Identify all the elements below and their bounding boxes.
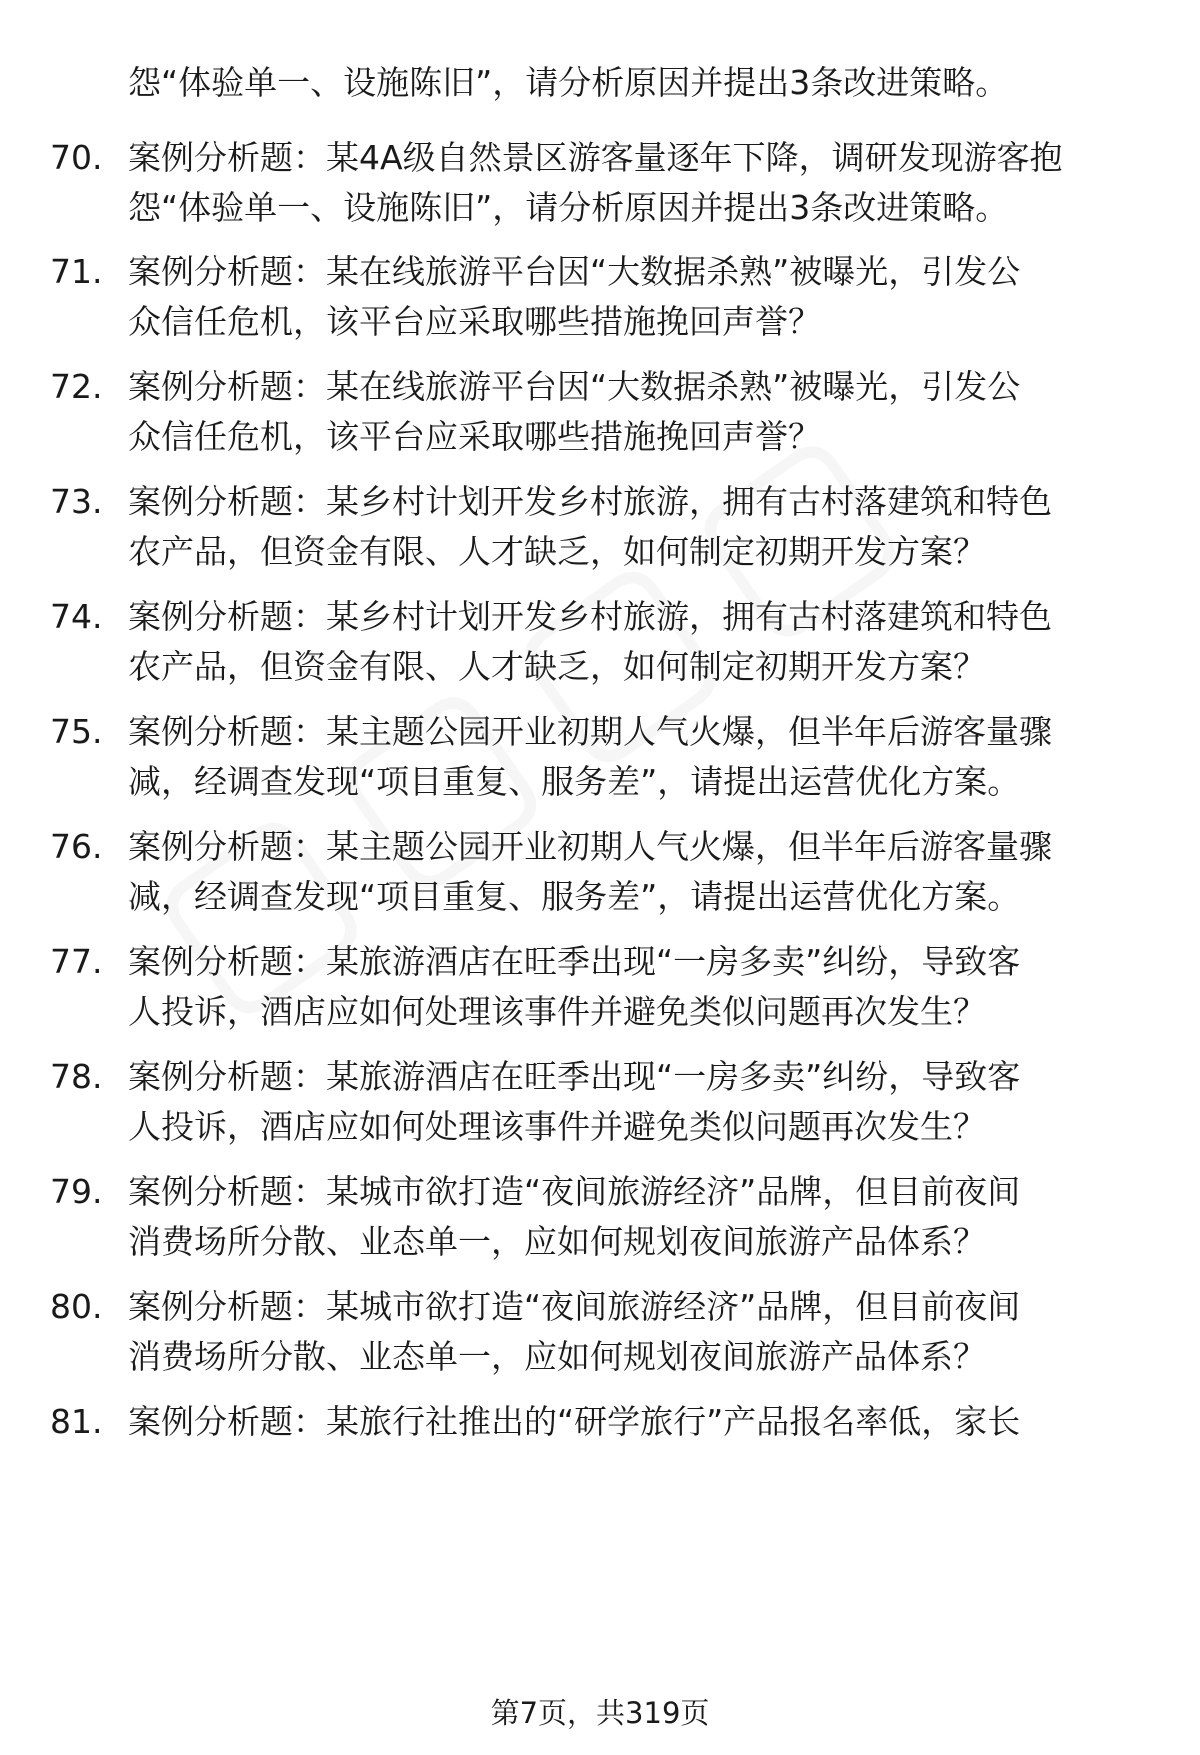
question-text-line: 人投诉，酒店应如何处理该事件并避免类似问题再次发生？ [128, 992, 986, 1031]
question-number: 80. [50, 1287, 103, 1326]
question-item [0, 247, 1200, 357]
question-number: 76. [50, 827, 103, 866]
continuation-text: 怨“体验单一、设施陈旧”，请分析原因并提出3条改进策略。 [128, 63, 1009, 102]
question-item [0, 707, 1200, 817]
question-item [0, 937, 1200, 1047]
question-item [0, 362, 1200, 472]
question-text-line: 怨“体验单一、设施陈旧”，请分析原因并提出3条改进策略。 [128, 188, 1009, 227]
question-item [0, 1167, 1200, 1277]
question-text-line: 众信任危机，该平台应采取哪些措施挽回声誉？ [128, 302, 821, 341]
question-text-line: 案例分析题：某主题公园开业初期人气火爆，但半年后游客量骤 [128, 712, 1052, 751]
question-text-line: 消费场所分散、业态单一，应如何规划夜间旅游产品体系？ [128, 1222, 986, 1261]
question-number: 78. [50, 1057, 103, 1096]
question-text-line: 众信任危机，该平台应采取哪些措施挽回声誉？ [128, 417, 821, 456]
question-text-line: 农产品，但资金有限、人才缺乏，如何制定初期开发方案？ [128, 647, 986, 686]
question-number: 75. [50, 712, 103, 751]
question-text-line: 案例分析题：某城市欲打造“夜间旅游经济”品牌，但目前夜间 [128, 1287, 1021, 1326]
question-number: 81. [50, 1402, 103, 1441]
question-text-line: 案例分析题：某旅行社推出的“研学旅行”产品报名率低，家长 [128, 1402, 1021, 1441]
question-text-line: 案例分析题：某城市欲打造“夜间旅游经济”品牌，但目前夜间 [128, 1172, 1021, 1211]
question-number: 73. [50, 482, 103, 521]
question-number: 74. [50, 597, 103, 636]
question-item [0, 1052, 1200, 1162]
question-text-line: 案例分析题：某旅游酒店在旺季出现“一房多卖”纠纷，导致客 [128, 1057, 1021, 1096]
question-text-line: 案例分析题：某4A级自然景区游客量逐年下降，调研发现游客抱 [128, 138, 1063, 177]
question-number: 71. [50, 252, 103, 291]
question-item [0, 133, 1200, 243]
question-text-line: 减，经调查发现“项目重复、服务差”，请提出运营优化方案。 [128, 762, 1021, 801]
question-text-line: 案例分析题：某主题公园开业初期人气火爆，但半年后游客量骤 [128, 827, 1052, 866]
question-text-line: 案例分析题：某旅游酒店在旺季出现“一房多卖”纠纷，导致客 [128, 942, 1021, 981]
question-number: 77. [50, 942, 103, 981]
question-item [0, 477, 1200, 587]
question-item [0, 592, 1200, 702]
question-text-line: 案例分析题：某在线旅游平台因“大数据杀熟”被曝光，引发公 [128, 367, 1021, 406]
question-number: 72. [50, 367, 103, 406]
question-text-line: 案例分析题：某在线旅游平台因“大数据杀熟”被曝光，引发公 [128, 252, 1021, 291]
question-item [0, 1282, 1200, 1392]
question-number: 79. [50, 1172, 103, 1211]
question-text-line: 案例分析题：某乡村计划开发乡村旅游，拥有古村落建筑和特色 [128, 597, 1052, 636]
question-number: 70. [50, 138, 103, 177]
question-item [0, 1397, 1200, 1507]
question-text-line: 人投诉，酒店应如何处理该事件并避免类似问题再次发生？ [128, 1107, 986, 1146]
question-text-line: 农产品，但资金有限、人才缺乏，如何制定初期开发方案？ [128, 532, 986, 571]
question-text-line: 案例分析题：某乡村计划开发乡村旅游，拥有古村落建筑和特色 [128, 482, 1052, 521]
page-footer: 第7页，共319页 [490, 1696, 710, 1730]
question-item [0, 822, 1200, 932]
question-text-line: 减，经调查发现“项目重复、服务差”，请提出运营优化方案。 [128, 877, 1021, 916]
question-text-line: 消费场所分散、业态单一，应如何规划夜间旅游产品体系？ [128, 1337, 986, 1376]
